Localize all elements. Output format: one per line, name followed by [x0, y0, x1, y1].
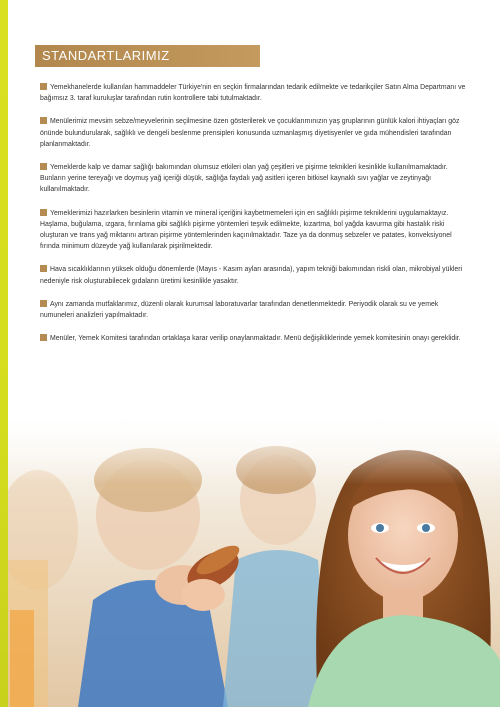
square-bullet-icon — [40, 83, 47, 90]
square-bullet-icon — [40, 265, 47, 272]
standard-paragraph — [40, 82, 470, 104]
standard-paragraph — [40, 208, 470, 253]
square-bullet-icon — [40, 209, 47, 216]
square-bullet-icon — [40, 117, 47, 124]
standard-text: Yemeklerde kalp ve damar sağlığı bakımından olumsuz etkileri olan yağ çeşitleri ve pişirme teknikleri kesinlikle kullanılmamaktadır. Bunların yerine tereyağı ve doymuş yağ içeriği düşük, sağlığa faydalı yağ asitleri içeren bitkisel kaynaklı sıvı yağlar ve zeytinyağı kullanılmaktadır. — [40, 164, 448, 194]
standard-text: Menüler, Yemek Komitesi tarafından ortaklaşa karar verilip onaylanmaktadır. Menü değişikliklerinde yemek komitesinin onayı gereklidir. — [50, 335, 461, 343]
square-bullet-icon — [40, 163, 47, 170]
standard-text: Menülerimiz mevsim sebze/meyvelerinin seçilmesine özen gösterilerek ve çocuklarımınızın yaş gruplarının günlük kalori ihtiyaçları göz önünde bulundurularak, sağlıklı ve dengeli beslenme prensipleri konusunda uzmanlaşmış diyetisyenler ve gıda mühendisleri tarafından planlanmaktadır. — [40, 118, 460, 148]
section-title: STANDARTLARIMIZ — [35, 45, 260, 67]
square-bullet-icon — [40, 334, 47, 341]
accent-side-bar — [0, 0, 8, 707]
standard-paragraph — [40, 333, 470, 344]
standard-text: Aynı zamanda mutfaklarımız, düzenli olarak kurumsal laboratuvarlar tarafından denetlenmektedir. Periyodik olarak su ve yemek numuneleri analizleri yapılmaktadır. — [40, 300, 439, 320]
standard-text: Hava sıcaklıklarının yüksek olduğu dönemlerde (Mayıs - Kasım ayları arasında), yapım tekniği bakımından riskli olan, mikrobiyal yükleri nedeniyle risk oluşturabilecek gıdaların üretimi kesinlikle yasaktır. — [40, 266, 463, 285]
standards-list — [40, 82, 470, 356]
standard-paragraph — [40, 116, 470, 150]
standard-text: Yemeklerimizi hazırlarken besinlerin vitamin ve mineral içeriğini kaybetmemeleri için en sağlıklı pişirme tekniklerini uygulamaktayız. Haşlama, buğulama, ızgara, fırınlama gibi sağlıklı pişirme yöntemleri teşvik edilmekte, kızartma, bol yağda kavurma gibi hastalık riski oluşturan ve trans yağ miktarını artıran pişirme yöntemlerinden kaçınılmaktadır. Taze ya da donmuş sebzeler ve patates, konveksiyonel fırında minimum düzeyde yağ kullanılarak pişirilmektedir. — [40, 209, 452, 251]
square-bullet-icon — [40, 300, 47, 307]
children-eating-photo — [8, 410, 500, 707]
standard-paragraph — [40, 299, 470, 321]
standard-text: Yemekhanelerde kullanılan hammaddeler Türkiye'nin en seçkin firmalarından tedarik edilmekte ve tedarikçiler Satın Alma Departmanı ve bağımsız 3. taraf kuruluşlar tarafından rutin kontrollere tabi tutulmaktadır. — [40, 84, 466, 103]
standard-paragraph — [40, 162, 470, 196]
standard-paragraph — [40, 264, 470, 286]
